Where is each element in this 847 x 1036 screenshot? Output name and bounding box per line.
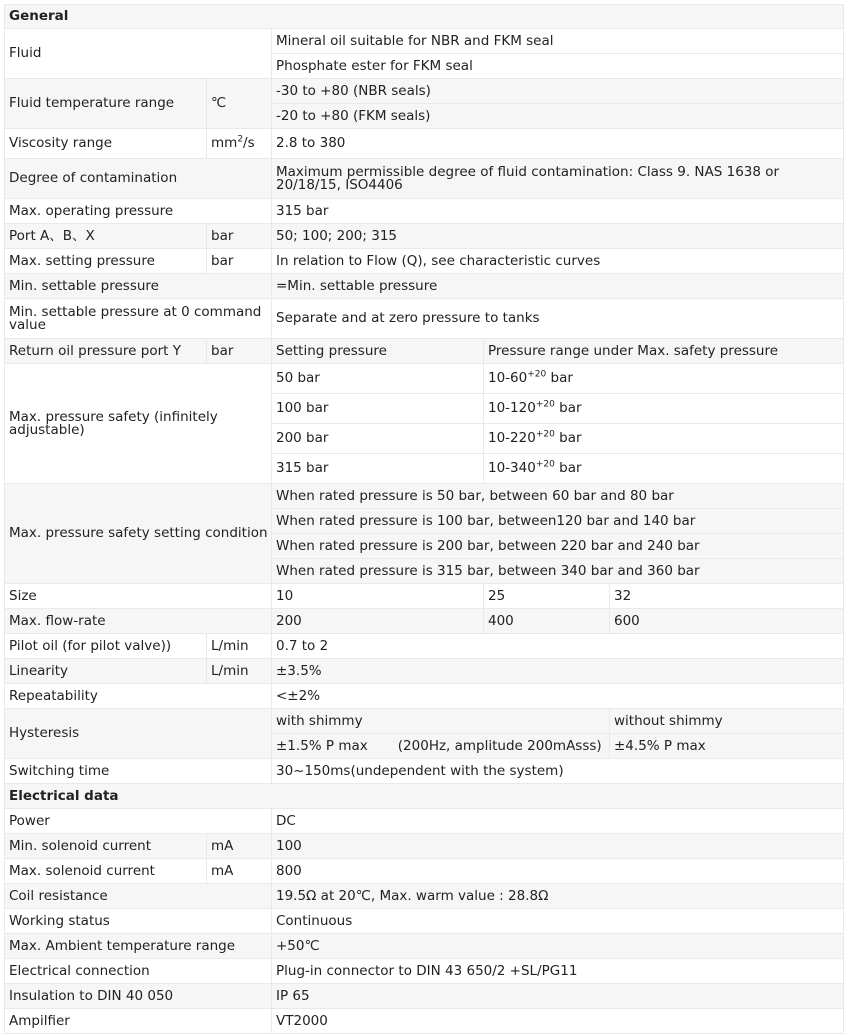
unit-tail: /s — [243, 135, 255, 151]
row-value: 2.8 to 380 — [272, 129, 844, 159]
table-row — [5, 934, 844, 959]
row-label: Max. solenoid current — [5, 859, 207, 884]
table-row — [5, 484, 844, 509]
range-value — [484, 364, 844, 394]
row-label: Power — [5, 809, 272, 834]
range-unit: bar — [554, 400, 582, 416]
range-base: 10-220 — [488, 430, 536, 446]
table-row — [5, 159, 844, 199]
row-unit: mA — [207, 834, 272, 859]
row-unit: ℃ — [207, 79, 272, 129]
row-unit — [207, 129, 272, 159]
row-unit: L/min — [207, 659, 272, 684]
range-unit: bar — [554, 430, 582, 446]
table-row — [5, 909, 844, 934]
row-label: Switching time — [5, 759, 272, 784]
setting-value: 50 bar — [272, 364, 484, 394]
row-value: 30~150ms(undependent with the system) — [272, 759, 844, 784]
row-value: Plug-in connector to DIN 43 650/2 +SL/PG11 — [272, 959, 844, 984]
range-base: 10-340 — [488, 460, 536, 476]
range-value — [484, 394, 844, 424]
table-row — [5, 29, 844, 54]
sub-header: Pressure range under Max. safety pressure — [484, 339, 844, 364]
sub-header: Setting pressure — [272, 339, 484, 364]
row-value: Separate and at zero pressure to tanks — [272, 299, 844, 339]
row-label: Min. solenoid current — [5, 834, 207, 859]
row-value: ±1.5% P max (200Hz, amplitude 200mAsss) — [272, 734, 610, 759]
table-row — [5, 79, 844, 104]
table-row — [5, 1009, 844, 1034]
row-value: When rated pressure is 200 bar, between 220 bar and 240 bar — [272, 534, 844, 559]
size-value: 10 — [272, 584, 484, 609]
row-value: -30 to +80 (NBR seals) — [272, 79, 844, 104]
row-label: Ampilfier — [5, 1009, 272, 1034]
unit-base: mm — [211, 135, 238, 151]
table-row — [5, 129, 844, 159]
row-label: Min. settable pressure — [5, 274, 272, 299]
range-sup: +20 — [535, 459, 555, 470]
row-value: IP 65 — [272, 984, 844, 1009]
range-value — [484, 454, 844, 484]
row-label: Pilot oil (for pilot valve)) — [5, 634, 207, 659]
section-title: Electrical data — [5, 784, 844, 809]
section-title: General — [5, 5, 844, 29]
row-label: Degree of contamination — [5, 159, 272, 199]
range-base: 10-60 — [488, 370, 528, 386]
flow-value: 400 — [484, 609, 610, 634]
row-value: 0.7 to 2 — [272, 634, 844, 659]
size-value: 25 — [484, 584, 610, 609]
size-value: 32 — [610, 584, 844, 609]
flow-value: 200 — [272, 609, 484, 634]
row-value: 315 bar — [272, 199, 844, 224]
table-row — [5, 709, 844, 734]
row-label: Max. Ambient temperature range — [5, 934, 272, 959]
row-label: Min. settable pressure at 0 command value — [5, 299, 272, 339]
row-label: Viscosity range — [5, 129, 207, 159]
row-value: When rated pressure is 100 bar, between120 bar and 140 bar — [272, 509, 844, 534]
table-row — [5, 609, 844, 634]
range-value — [484, 424, 844, 454]
row-label: Electrical connection — [5, 959, 272, 984]
table-row — [5, 274, 844, 299]
row-value: 19.5Ω at 20℃, Max. warm value : 28.8Ω — [272, 884, 844, 909]
table-row — [5, 884, 844, 909]
range-base: 10-120 — [488, 400, 536, 416]
setting-value: 100 bar — [272, 394, 484, 424]
row-unit: bar — [207, 249, 272, 274]
spec-table — [4, 4, 844, 1034]
row-unit: bar — [207, 339, 272, 364]
flow-value: 600 — [610, 609, 844, 634]
row-label: Size — [5, 584, 272, 609]
table-row — [5, 859, 844, 884]
row-unit: bar — [207, 224, 272, 249]
row-label: Coil resistance — [5, 884, 272, 909]
row-value: Phosphate ester for FKM seal — [272, 54, 844, 79]
row-value: When rated pressure is 50 bar, between 60 bar and 80 bar — [272, 484, 844, 509]
table-row — [5, 809, 844, 834]
range-unit: bar — [554, 460, 582, 476]
table-row — [5, 659, 844, 684]
table-row — [5, 834, 844, 859]
row-value: 50; 100; 200; 315 — [272, 224, 844, 249]
table-row — [5, 249, 844, 274]
row-label: Fluid temperature range — [5, 79, 207, 129]
sub-header: with shimmy — [272, 709, 610, 734]
table-row — [5, 224, 844, 249]
row-label: Linearity — [5, 659, 207, 684]
table-row — [5, 759, 844, 784]
unit-sup: 2 — [237, 134, 244, 145]
row-label: Max. flow-rate — [5, 609, 272, 634]
table-row — [5, 984, 844, 1009]
row-value: +50℃ — [272, 934, 844, 959]
range-unit: bar — [546, 370, 573, 386]
row-value: DC — [272, 809, 844, 834]
row-label: Max. operating pressure — [5, 199, 272, 224]
row-value: -20 to +80 (FKM seals) — [272, 104, 844, 129]
range-sup: +20 — [535, 399, 555, 410]
table-row — [5, 299, 844, 339]
row-label: Max. pressure safety (infinitely adjustable) — [5, 364, 272, 484]
row-label: Return oil pressure port Y — [5, 339, 207, 364]
range-sup: +20 — [535, 429, 555, 440]
row-value: ±4.5% P max — [610, 734, 844, 759]
row-value: When rated pressure is 315 bar, between 340 bar and 360 bar — [272, 559, 844, 584]
row-unit: L/min — [207, 634, 272, 659]
row-value: =Min. settable pressure — [272, 274, 844, 299]
table-row — [5, 634, 844, 659]
row-value: 800 — [272, 859, 844, 884]
row-value: In relation to Flow (Q), see characteristic curves — [272, 249, 844, 274]
row-label: Fluid — [5, 29, 272, 79]
row-label: Hysteresis — [5, 709, 272, 759]
row-value: Mineral oil suitable for NBR and FKM seal — [272, 29, 844, 54]
row-value: VT2000 — [272, 1009, 844, 1034]
table-row — [5, 339, 844, 364]
row-value: <±2% — [272, 684, 844, 709]
table-row — [5, 959, 844, 984]
section-general-row — [5, 5, 844, 29]
table-row — [5, 199, 844, 224]
row-value: 100 — [272, 834, 844, 859]
range-sup: +20 — [527, 369, 547, 380]
row-label: Repeatability — [5, 684, 272, 709]
row-value: ±3.5% — [272, 659, 844, 684]
row-label: Max. setting pressure — [5, 249, 207, 274]
sub-header: without shimmy — [610, 709, 844, 734]
setting-value: 315 bar — [272, 454, 484, 484]
row-value: Continuous — [272, 909, 844, 934]
row-label: Max. pressure safety setting condition — [5, 484, 272, 584]
row-label: Working status — [5, 909, 272, 934]
row-label: Insulation to DIN 40 050 — [5, 984, 272, 1009]
row-unit: mA — [207, 859, 272, 884]
table-row — [5, 684, 844, 709]
table-row — [5, 364, 844, 394]
row-value: Maximum permissible degree of fluid contamination: Class 9. NAS 1638 or 20/18/15, ISO4406 — [272, 159, 844, 199]
table-row — [5, 584, 844, 609]
setting-value: 200 bar — [272, 424, 484, 454]
section-electrical-row — [5, 784, 844, 809]
row-label: Port A、B、X — [5, 224, 207, 249]
